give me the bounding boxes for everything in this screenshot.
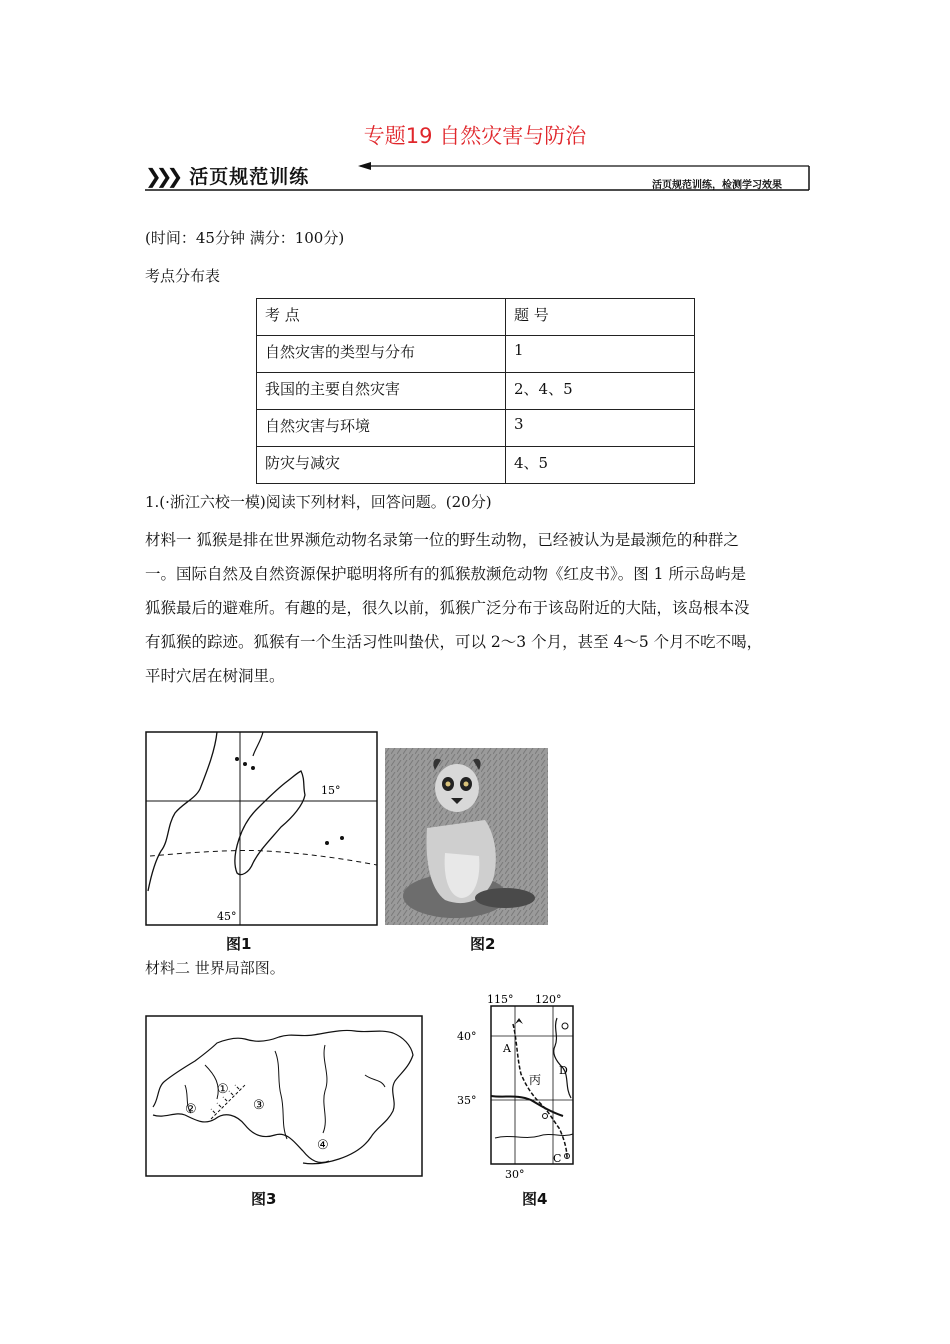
- longitude-label: 45°: [217, 910, 237, 923]
- map-marker: ①: [217, 1082, 229, 1097]
- point-label: 丙: [529, 1073, 542, 1087]
- question-heading: 1.(·浙江六校一模)阅读下列材料，回答问题。(20分): [145, 493, 492, 511]
- material-line: 平时穴居在树洞里。: [145, 667, 285, 685]
- material-two: 材料二 世界局部图。: [145, 959, 285, 977]
- table-row: [257, 447, 695, 484]
- figure2-lemur-photo: [385, 748, 548, 925]
- figure1-caption: 图1: [226, 935, 252, 953]
- longitude-label: 120°: [535, 993, 562, 1006]
- latitude-label: 30°: [505, 1168, 525, 1181]
- material-line: 有狐猴的踪迹。狐猴有一个生活习性叫蛰伏，可以 2～3 个月，甚至 4～5 个月不吃不喝，: [145, 633, 763, 651]
- figure3-caption: 图3: [251, 1190, 277, 1208]
- table-row: [257, 336, 695, 373]
- table-cell: 自然灾害与环境: [257, 410, 506, 447]
- table-cell: 1: [506, 336, 695, 373]
- island-dot: [243, 762, 247, 766]
- point-label: C: [553, 1152, 562, 1165]
- latitude-label: 15°: [321, 784, 341, 797]
- chevrons-icon: ❯❯❯: [145, 164, 178, 188]
- table-header: 题 号: [506, 299, 695, 336]
- figure1-map: [145, 731, 379, 927]
- table-cell: 我国的主要自然灾害: [257, 373, 506, 410]
- table-cell: 2、4、5: [506, 373, 695, 410]
- material-line: 狐猴最后的避难所。有趣的是，很久以前，狐猴广泛分布于该岛附近的大陆，该岛根本没: [145, 599, 750, 617]
- island-dot: [235, 757, 239, 761]
- topic-table: [256, 298, 695, 484]
- page-title: 专题19 自然灾害与防治: [363, 124, 587, 148]
- table-cell: 3: [506, 410, 695, 447]
- point-label: D: [559, 1064, 568, 1077]
- figure4-caption: 图4: [522, 1190, 548, 1208]
- table-header: 考 点: [257, 299, 506, 336]
- banner-tagline: 活页规范训练，检测学习效果: [652, 180, 782, 191]
- point-label: A: [503, 1042, 511, 1055]
- table-row: [257, 373, 695, 410]
- longitude-label: 115°: [487, 993, 514, 1006]
- table-header-row: [257, 299, 695, 336]
- map-marker: ②: [185, 1102, 197, 1117]
- meta-line: (时间：45分钟 满分：100分): [145, 229, 345, 247]
- figure4-map: [455, 988, 585, 1183]
- table-cell: 自然灾害的类型与分布: [257, 336, 506, 373]
- table-cell: 4、5: [506, 447, 695, 484]
- map-marker: ③: [253, 1098, 265, 1113]
- material-line: 材料一 狐猴是排在世界濒危动物名录第一位的野生动物，已经被认为是最濒危的种群之: [145, 531, 739, 549]
- table-caption: 考点分布表: [145, 267, 221, 285]
- figure3-map: [145, 1015, 423, 1177]
- latitude-label: 40°: [457, 1030, 477, 1043]
- material-one: [145, 523, 810, 693]
- latitude-label: 35°: [457, 1094, 477, 1107]
- island-dot: [251, 766, 255, 770]
- table-cell: 防灾与减灾: [257, 447, 506, 484]
- banner-logo: ❯❯❯ 活页规范训练: [145, 164, 310, 188]
- island-dot: [325, 841, 329, 845]
- map-marker: ④: [317, 1138, 329, 1153]
- material-line: 一。国际自然及自然资源保护聪明将所有的狐猴敖濒危动物《红皮书》。图 1 所示岛屿是: [145, 565, 746, 583]
- table-row: [257, 410, 695, 447]
- island-dot: [340, 836, 344, 840]
- figure2-caption: 图2: [470, 935, 496, 953]
